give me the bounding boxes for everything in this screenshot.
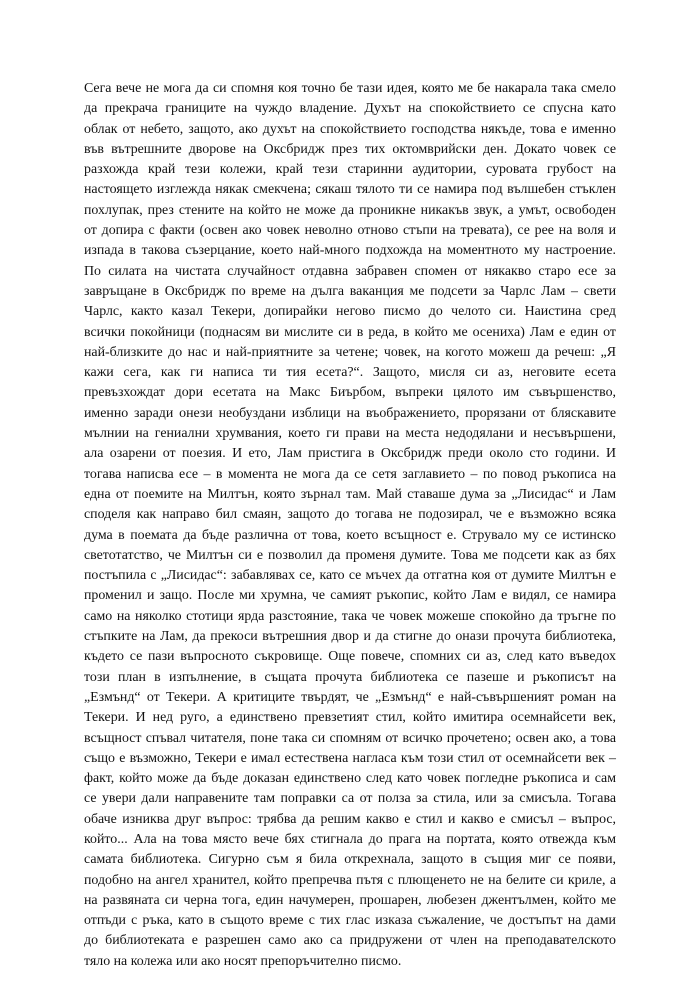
text-line: факт, който може да бъде доказан единствено след като човек погледне ръкописа и сам [84,771,616,787]
text-line: мълнии на гениални хрумвания, което ги прави на места недодялани и несъвършени, [84,426,616,442]
text-line: Текери. И нед руго, а единствено превзетият стил, който имитира осемнайсети век, [84,710,616,726]
text-line: да прекрача границите на чуждо владение. Духът на спокойствието се спусна като [84,101,616,117]
text-line: похлупак, през стените на който не може да проникне никакъв звук, а умът, освободен [84,202,616,218]
text-line: само на няколко стотици ярда разстояние, така че човек можеше спокойно да тръгне по [84,608,616,624]
text-line: променил и защо. После ми хрумна, че самият ръкопис, който Лам е видял, се намира [84,588,616,604]
text-line: на развяната си черна тога, един начумерен, прошарен, любезен джентълмен, който ме [84,892,616,908]
text-line: „Езмънд“ от Текери. А критиците твърдят, че „Езмънд“ е най-съвършеният роман на [84,689,616,705]
text-line: отпъди с ръка, като в същото време с тих глас изказа съжаление, че достъпът на дами [84,913,616,929]
text-line: също е възможно, Текери е имал естествена нагласа към този стил от осемнайсети век – [84,750,616,766]
text-line: изпада в такова съзерцание, което най-много подхожда на моментното му настроение. [84,243,616,259]
text-line: всъщност спъвал читателя, поне така си спомням от всичко прочетено; освен ако, а това [84,730,616,746]
text-line: най-близките до нас и най-приятните за четене; човек, на когото можеш да речеш: „Я [84,344,616,360]
text-line: ала озарени от поезия. И ето, Лам пристига в Оксбридж преди около сто години. И [84,446,616,462]
text-line: тяло на колежа или ако носят препоръчително писмо. [84,953,402,969]
text-line: споделя как направо бил смаян, защото до тогава не подозирал, че е възможно всяка [84,507,616,523]
document-page [84,79,616,972]
text-line: светотатство, че Милтън си е позволил да променя думите. Това ме подсети как аз бях [84,547,616,563]
text-line: дума в поемата да бъде различна от това, което всъщност е. Струвало му се истинско [84,527,616,543]
text-line: Сега вече не мога да си спомня коя точно бе тази идея, която ме бе накарала така смело [84,81,616,96]
text-line: По силата на чистата случайност отдавна забравен спомен от някакво старо есе за [84,263,616,279]
body-paragraph [84,79,616,972]
text-line: настоящето изглежда някак смекчена; сякаш тялото ти се намира под вълшебен стъклен [84,182,616,198]
text-line: във вътрешните дворове на Оксбридж през тих октомврийски ден. Докато човек се [84,141,616,157]
text-line: подобно на ангел хранител, който препречва пътя с плющенето не на белите си криле, а [84,872,616,888]
text-line: стъпките на Лам, да прекоси вътрешния двор и да стигне до онази прочута библиотека, [84,629,616,645]
text-line: Чарлс, както казал Текери, допирайки негово писмо до челото си. Наистина сред [84,304,616,320]
text-line: облак от небето, защото, ако духът на спокойствието господства някъде, това е именно [84,121,616,137]
text-line: се увери дали направените там поправки са от полза за стила, или за смисъла. Тогава [84,791,616,807]
text-line: кажи сега, как ги написа ти тия есета?“. Защото, мисля си аз, неговите есета [84,365,616,381]
text-line: тогава написва есе – в момента не мога да се сетя заглавието – по повод ръкописа на [84,466,616,482]
text-line: който... Ала на това място вече бях стигнала до прага на портата, която отвежда към [84,831,616,847]
text-line: до библиотеката е разрешен само ако са придружени от член на преподавателското [84,933,616,949]
text-line: една от поемите на Милтън, която зърнал там. Май ставаше дума за „Лисидас“ и Лам [84,486,616,502]
text-line: самата библиотека. Сигурно съм я била открехнала, защото в същия миг се появи, [84,852,616,868]
text-line: обаче изниква друг въпрос: трябва да решим какво е стил и какво е смисъл – въпрос, [84,811,616,827]
text-line: всички покойници (поднасям ви мислите си в реда, в който ме осениха) Лам е един от [84,324,616,340]
text-line: разхожда край тези колежи, край тези старинни аудитории, суровата грубост на [84,162,616,178]
text-line: превъзхождат дори есетата на Макс Биърбом, въпреки цялото им съвършенство, [84,385,616,401]
text-line: където се пази въпросното съкровище. Още повече, спомних си аз, след като въведох [84,649,616,665]
text-line: завръщане в Оксбридж по време на дълга ваканция ме подсети за Чарлс Лам – свети [84,283,616,299]
text-line: именно заради онези необуздани изблици на въображението, прорязани от бляскавите [84,405,616,421]
text-line: постъпила с „Лисидас“: забавлявах се, като се мъчех да отгатна коя от думите Милтън е [84,568,616,584]
text-line: от допира с факти (освен ако човек неволно отново стъпи на тревата), се рее на воля и [84,223,616,239]
text-line: този план в изпълнение, в същата прочута библиотека се пазеше и ръкописът на [84,669,616,685]
